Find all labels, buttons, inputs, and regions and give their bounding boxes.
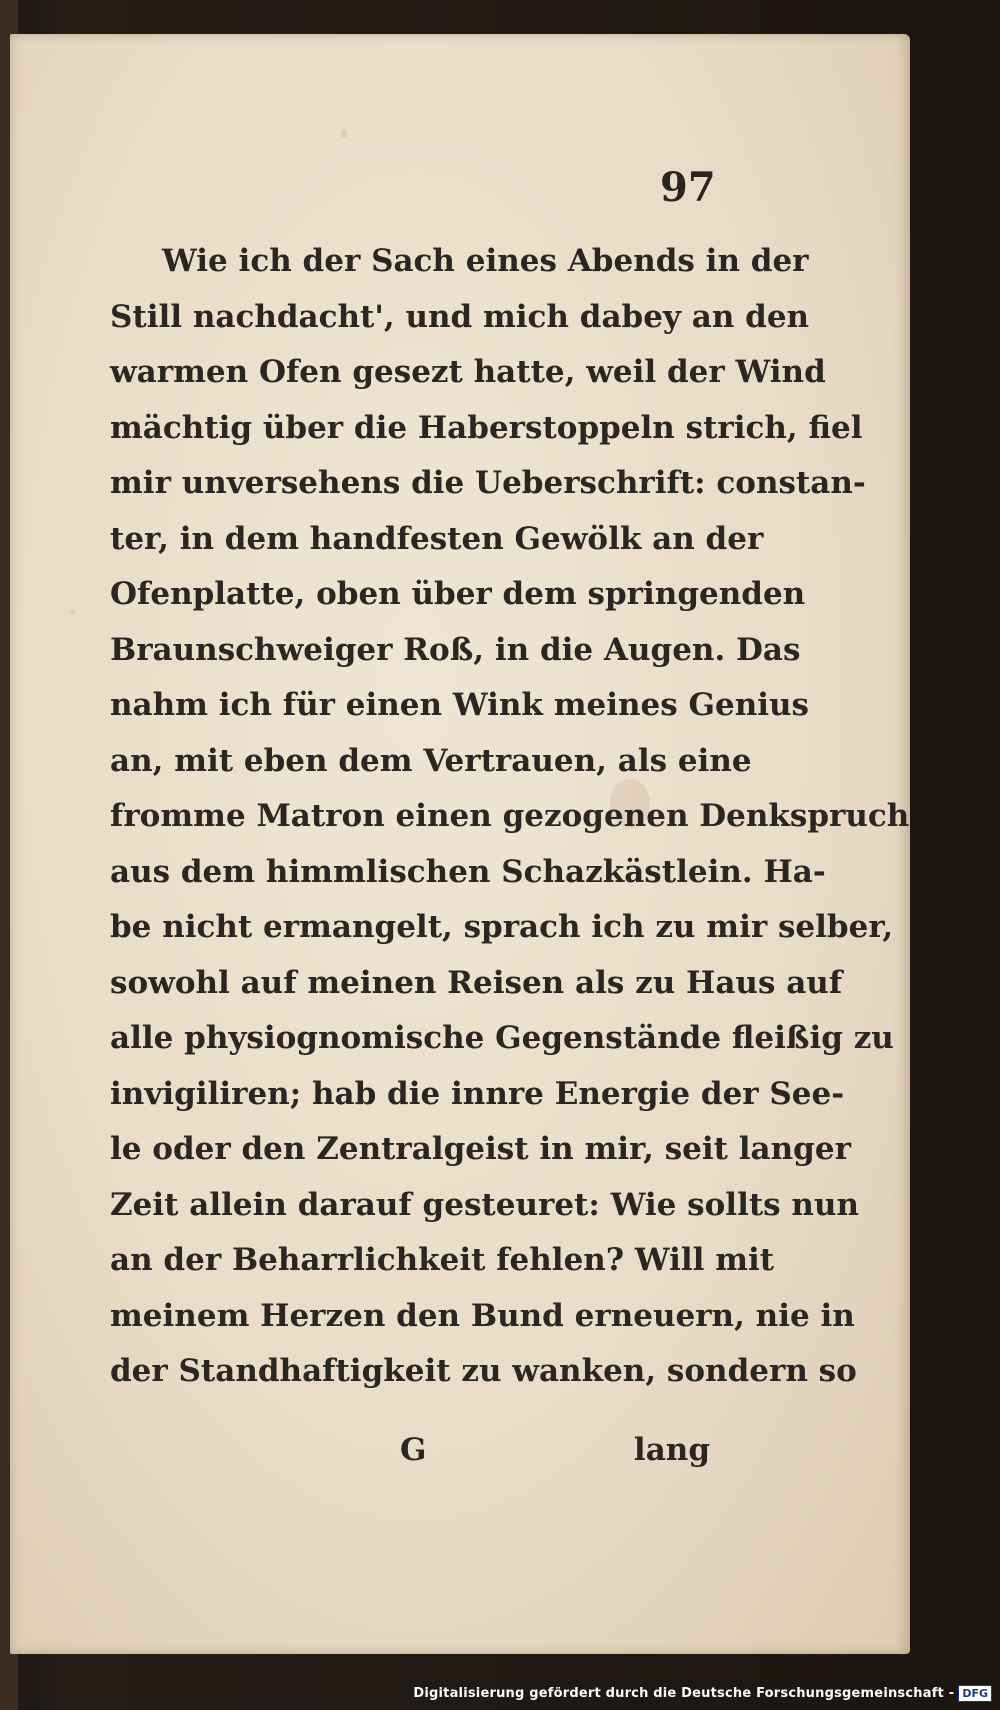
text-line: le oder den Zentralgeist in mir, seit langer xyxy=(110,1131,851,1167)
credit-bar xyxy=(0,1676,1000,1710)
signature-mark: G xyxy=(400,1432,427,1468)
paper-stain xyxy=(70,609,75,614)
credit-text: Digitalisierung gefördert durch die Deutsche Forschungsgemeinschaft - xyxy=(413,1685,955,1701)
text-line: invigiliren; hab die innre Energie der See- xyxy=(110,1075,845,1112)
dfg-logo: DFG xyxy=(958,1685,992,1702)
paper-stain xyxy=(340,129,348,139)
text-line: fromme Matron einen gezogenen Denkspruch xyxy=(110,798,910,834)
text-line: der Standhaftigkeit zu wanken, sondern so xyxy=(110,1353,857,1389)
text-line: Still nachdacht', und mich dabey an den xyxy=(110,298,810,335)
text-line: Wie ich der Sach eines Abends in der xyxy=(162,243,809,279)
text-line: mächtig über die Haberstoppeln strich, fiel xyxy=(110,409,863,446)
catchword: lang xyxy=(633,1432,710,1468)
text-line: be nicht ermangelt, sprach ich zu mir selber, xyxy=(110,909,894,945)
text-line: Ofenplatte, oben über dem springenden xyxy=(110,576,806,612)
text-line: an der Beharrlichkeit fehlen? Will mit xyxy=(110,1242,775,1278)
page-footer xyxy=(110,1424,710,1484)
page-number: 97 xyxy=(660,164,716,211)
text-line: aus dem himmlischen Schazkästlein. Ha- xyxy=(110,853,826,890)
text-line: sowohl auf meinen Reisen als zu Haus auf xyxy=(110,964,843,1001)
text-line: nahm ich für einen Wink meines Genius xyxy=(110,687,809,723)
text-line: ter, in dem handfesten Gewölk an der xyxy=(110,520,764,557)
text-line: warmen Ofen gesezt hatte, weil der Wind xyxy=(110,354,826,390)
text-line: an, mit eben dem Vertrauen, als eine xyxy=(110,742,752,779)
book-page xyxy=(10,34,910,1654)
text-line: alle physiognomische Gegenstände fleißig zu xyxy=(110,1020,894,1056)
text-line: mir unversehens die Ueberschrift: constan- xyxy=(110,465,866,501)
body-text xyxy=(110,234,910,1400)
text-line: Braunschweiger Roß, in die Augen. Das xyxy=(110,631,801,668)
text-line: Zeit allein darauf gesteuret: Wie sollts nun xyxy=(110,1186,860,1223)
text-line: meinem Herzen den Bund erneuern, nie in xyxy=(110,1297,855,1334)
